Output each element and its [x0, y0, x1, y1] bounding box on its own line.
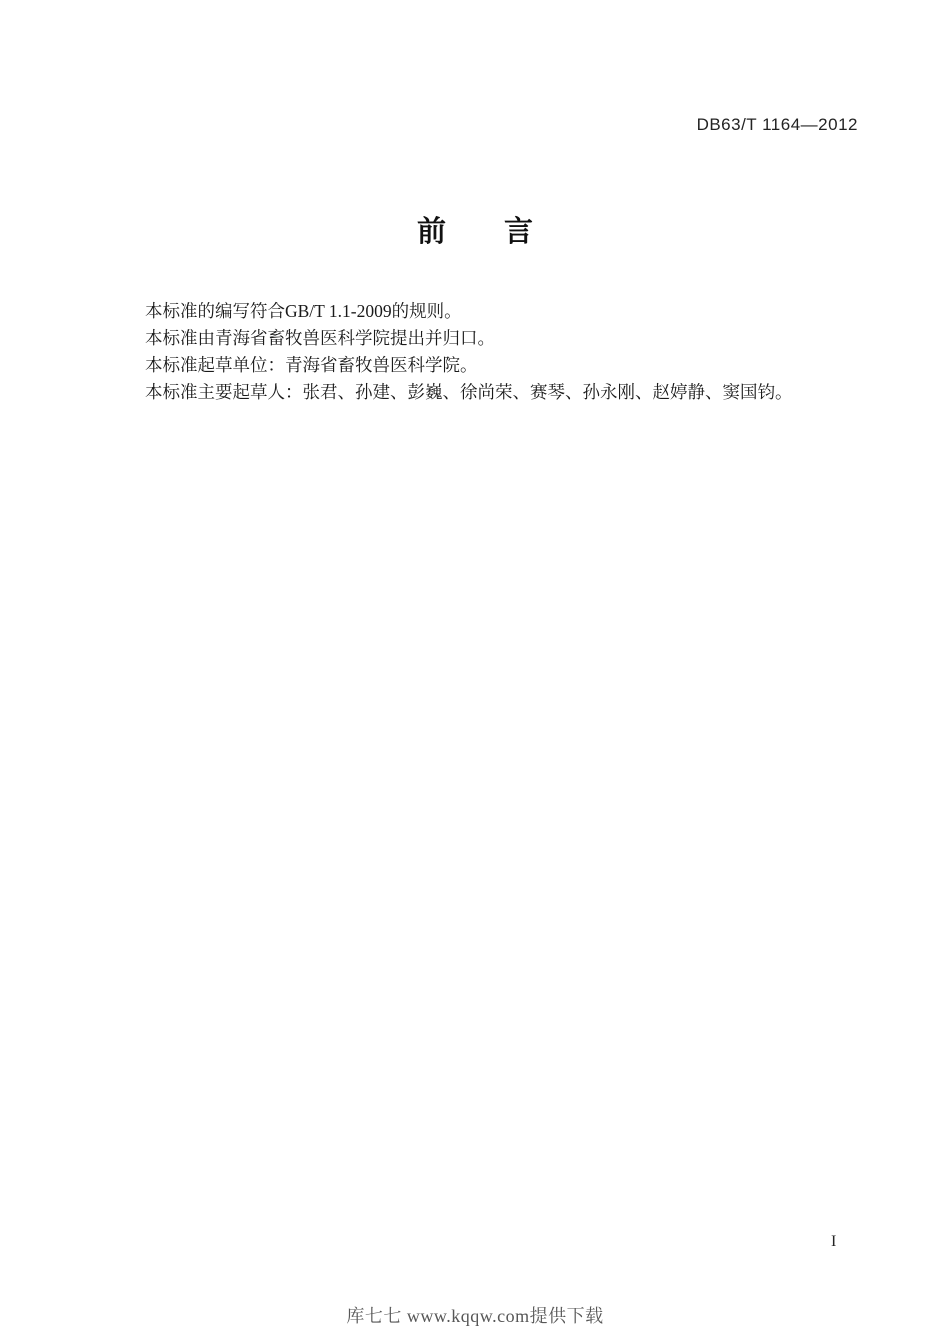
watermark-text: 库七七 www.kqqw.com提供下载 [346, 1306, 604, 1326]
foreword-paragraph: 本标准主要起草人：张君、孙建、彭巍、徐尚荣、赛琴、孙永刚、赵婷静、窦国钧。 [145, 382, 793, 402]
foreword-title: 前 言 [416, 216, 533, 248]
foreword-body [145, 298, 870, 406]
page-number: I [831, 1233, 837, 1250]
standard-document-number: DB63/T 1164—2012 [696, 115, 858, 134]
foreword-paragraph: 本标准起草单位：青海省畜牧兽医科学院。 [145, 355, 478, 375]
foreword-paragraph: 本标准由青海省畜牧兽医科学院提出并归口。 [145, 328, 495, 348]
foreword-paragraph: 本标准的编写符合GB/T 1.1-2009的规则。 [145, 301, 462, 321]
